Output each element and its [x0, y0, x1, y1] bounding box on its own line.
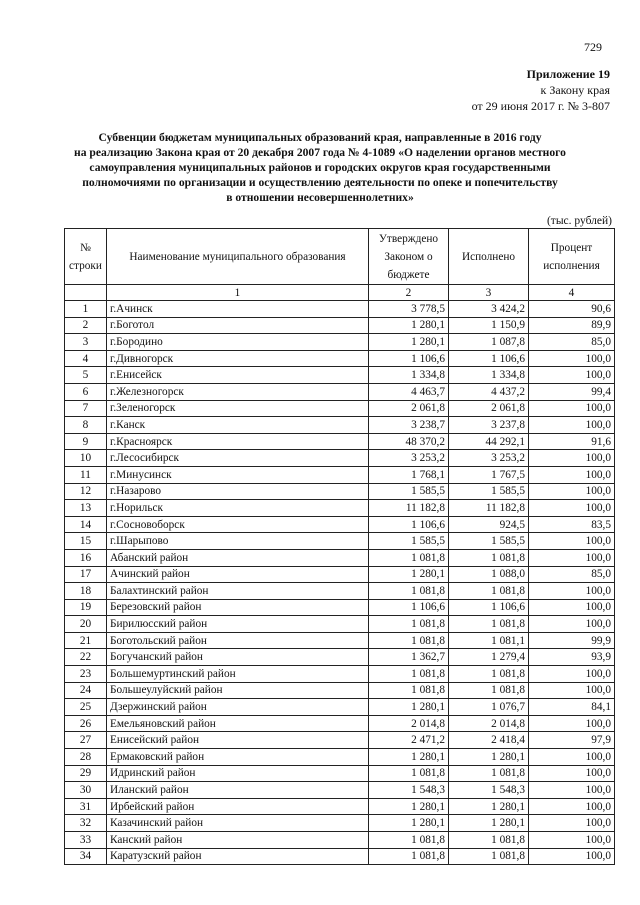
approved-cell: 1 081,8: [369, 765, 449, 782]
municipality-cell: Канский район: [107, 832, 369, 849]
executed-cell: 2 418,4: [449, 732, 529, 749]
percent-cell: 97,9: [529, 732, 615, 749]
executed-cell: 2 061,8: [449, 400, 529, 417]
row-number-cell: 27: [65, 732, 107, 749]
approved-cell: 2 471,2: [369, 732, 449, 749]
executed-cell: 3 253,2: [449, 450, 529, 467]
municipality-cell: Идринский район: [107, 765, 369, 782]
approved-cell: 3 253,2: [369, 450, 449, 467]
executed-cell: 44 292,1: [449, 433, 529, 450]
municipality-cell: Березовский район: [107, 599, 369, 616]
percent-cell: 89,9: [529, 317, 615, 334]
table-row: [65, 632, 615, 649]
municipality-cell: г.Зеленогорск: [107, 400, 369, 417]
table-row: [65, 732, 615, 749]
municipality-cell: г.Лесосибирск: [107, 450, 369, 467]
executed-cell: 1 585,5: [449, 483, 529, 500]
executed-cell: 3 237,8: [449, 417, 529, 434]
executed-cell: 1 585,5: [449, 533, 529, 550]
municipality-cell: г.Енисейск: [107, 367, 369, 384]
row-number-cell: 32: [65, 815, 107, 832]
executed-cell: 1 548,3: [449, 782, 529, 799]
row-number-cell: 5: [65, 367, 107, 384]
row-number-cell: 24: [65, 682, 107, 699]
municipality-cell: г.Боготол: [107, 317, 369, 334]
executed-cell: 1 334,8: [449, 367, 529, 384]
table-row: [65, 483, 615, 500]
approved-cell: 1 081,8: [369, 848, 449, 865]
percent-cell: 100,0: [529, 782, 615, 799]
approved-cell: 1 768,1: [369, 466, 449, 483]
row-number-cell: 19: [65, 599, 107, 616]
row-number-cell: 10: [65, 450, 107, 467]
executed-cell: 1 076,7: [449, 699, 529, 716]
row-number-cell: 12: [65, 483, 107, 500]
approved-cell: 1 106,6: [369, 350, 449, 367]
percent-cell: 100,0: [529, 549, 615, 566]
executed-cell: 11 182,8: [449, 500, 529, 517]
row-number-cell: 33: [65, 832, 107, 849]
table-row: [65, 815, 615, 832]
table-row: [65, 782, 615, 799]
percent-cell: 100,0: [529, 765, 615, 782]
executed-cell: 1 150,9: [449, 317, 529, 334]
approved-cell: 1 280,1: [369, 749, 449, 766]
approved-cell: 11 182,8: [369, 500, 449, 517]
percent-cell: 83,5: [529, 516, 615, 533]
row-number-cell: 29: [65, 765, 107, 782]
row-number-cell: 2: [65, 317, 107, 334]
appendix-block: [472, 66, 610, 114]
percent-cell: 100,0: [529, 533, 615, 550]
percent-cell: 100,0: [529, 400, 615, 417]
table-body: [65, 301, 615, 865]
approved-cell: 1 081,8: [369, 682, 449, 699]
row-number-cell: 4: [65, 350, 107, 367]
document-title: [40, 130, 600, 205]
header-percent: Процент исполнения: [529, 229, 615, 285]
approved-cell: 1 280,1: [369, 317, 449, 334]
municipality-cell: Балахтинский район: [107, 583, 369, 600]
table-row: [65, 832, 615, 849]
municipality-cell: Ирбейский район: [107, 798, 369, 815]
executed-cell: 1 081,8: [449, 666, 529, 683]
executed-cell: 1 081,8: [449, 682, 529, 699]
title-line: Субвенции бюджетам муниципальных образований края, направленные в 2016 году: [98, 131, 542, 144]
municipality-cell: Большеулуйский район: [107, 682, 369, 699]
row-number-cell: 34: [65, 848, 107, 865]
municipality-cell: Иланский район: [107, 782, 369, 799]
percent-cell: 100,0: [529, 350, 615, 367]
row-number-cell: 7: [65, 400, 107, 417]
approved-cell: 1 081,8: [369, 666, 449, 683]
approved-cell: 1 081,8: [369, 616, 449, 633]
row-number-cell: 11: [65, 466, 107, 483]
table-index-row: [65, 285, 615, 301]
percent-cell: 91,6: [529, 433, 615, 450]
table-row: [65, 798, 615, 815]
row-number-cell: 3: [65, 334, 107, 351]
municipality-cell: Абанский район: [107, 549, 369, 566]
table-row: [65, 583, 615, 600]
municipality-cell: г.Шарыпово: [107, 533, 369, 550]
approved-cell: 1 362,7: [369, 649, 449, 666]
executed-cell: 1 106,6: [449, 599, 529, 616]
approved-cell: 3 778,5: [369, 301, 449, 318]
table-row: [65, 466, 615, 483]
executed-cell: 1 081,8: [449, 549, 529, 566]
approved-cell: 1 280,1: [369, 815, 449, 832]
percent-cell: 85,0: [529, 566, 615, 583]
approved-cell: 1 081,8: [369, 632, 449, 649]
municipality-cell: Большемуртинский район: [107, 666, 369, 683]
table-row: [65, 848, 615, 865]
table-row: [65, 666, 615, 683]
row-number-cell: 22: [65, 649, 107, 666]
executed-cell: 1 081,8: [449, 832, 529, 849]
municipality-cell: Дзержинский район: [107, 699, 369, 716]
percent-cell: 100,0: [529, 483, 615, 500]
percent-cell: 85,0: [529, 334, 615, 351]
approved-cell: 2 014,8: [369, 715, 449, 732]
appendix-line-1: к Закону края: [540, 83, 610, 97]
row-number-cell: 13: [65, 500, 107, 517]
executed-cell: 1 088,0: [449, 566, 529, 583]
header-executed: Исполнено: [449, 229, 529, 285]
municipality-cell: Ермаковский район: [107, 749, 369, 766]
approved-cell: 1 280,1: [369, 798, 449, 815]
municipality-cell: Боготольский район: [107, 632, 369, 649]
percent-cell: 100,0: [529, 815, 615, 832]
row-number-cell: 31: [65, 798, 107, 815]
row-number-cell: 15: [65, 533, 107, 550]
percent-cell: 100,0: [529, 715, 615, 732]
table-row: [65, 400, 615, 417]
row-number-cell: 18: [65, 583, 107, 600]
index-cell: 2: [369, 285, 449, 301]
table-row: [65, 433, 615, 450]
row-number-cell: 21: [65, 632, 107, 649]
percent-cell: 100,0: [529, 616, 615, 633]
table-row: [65, 765, 615, 782]
approved-cell: 2 061,8: [369, 400, 449, 417]
row-number-cell: 20: [65, 616, 107, 633]
approved-cell: 1 106,6: [369, 599, 449, 616]
municipality-cell: г.Минусинск: [107, 466, 369, 483]
executed-cell: 1 087,8: [449, 334, 529, 351]
municipality-cell: г.Канск: [107, 417, 369, 434]
executed-cell: 1 081,8: [449, 848, 529, 865]
percent-cell: 100,0: [529, 417, 615, 434]
municipality-cell: Ачинский район: [107, 566, 369, 583]
table-row: [65, 383, 615, 400]
municipality-cell: г.Норильск: [107, 500, 369, 517]
header-row-number: № строки: [65, 229, 107, 285]
executed-cell: 1 280,1: [449, 815, 529, 832]
approved-cell: 1 280,1: [369, 334, 449, 351]
percent-cell: 99,9: [529, 632, 615, 649]
executed-cell: 3 424,2: [449, 301, 529, 318]
municipality-cell: г.Бородино: [107, 334, 369, 351]
municipality-cell: Богучанский район: [107, 649, 369, 666]
approved-cell: 48 370,2: [369, 433, 449, 450]
table-row: [65, 699, 615, 716]
title-line: самоуправления муниципальных районов и городских округов края государственными: [89, 161, 551, 174]
percent-cell: 100,0: [529, 450, 615, 467]
percent-cell: 100,0: [529, 599, 615, 616]
percent-cell: 100,0: [529, 466, 615, 483]
row-number-cell: 25: [65, 699, 107, 716]
municipality-cell: г.Дивногорск: [107, 350, 369, 367]
table-row: [65, 500, 615, 517]
appendix-line-2: от 29 июня 2017 г. № 3-807: [471, 99, 610, 113]
row-number-cell: 1: [65, 301, 107, 318]
approved-cell: 1 585,5: [369, 483, 449, 500]
table-row: [65, 417, 615, 434]
municipality-cell: г.Назарово: [107, 483, 369, 500]
index-cell: 4: [529, 285, 615, 301]
executed-cell: 1 081,1: [449, 632, 529, 649]
municipality-cell: Каратузский район: [107, 848, 369, 865]
row-number-cell: 6: [65, 383, 107, 400]
executed-cell: 1 081,8: [449, 583, 529, 600]
row-number-cell: 17: [65, 566, 107, 583]
executed-cell: 1 279,4: [449, 649, 529, 666]
executed-cell: 1 280,1: [449, 749, 529, 766]
municipality-cell: г.Сосновоборск: [107, 516, 369, 533]
row-number-cell: 14: [65, 516, 107, 533]
approved-cell: 1 081,8: [369, 549, 449, 566]
percent-cell: 100,0: [529, 749, 615, 766]
municipality-cell: г.Красноярск: [107, 433, 369, 450]
title-line: полномочиями по организации и осуществлению деятельности по опеке и попечительству: [82, 176, 558, 189]
table-row: [65, 317, 615, 334]
executed-cell: 2 014,8: [449, 715, 529, 732]
executed-cell: 924,5: [449, 516, 529, 533]
percent-cell: 100,0: [529, 848, 615, 865]
index-cell: [65, 285, 107, 301]
appendix-title: Приложение 19: [526, 67, 610, 81]
approved-cell: 3 238,7: [369, 417, 449, 434]
row-number-cell: 8: [65, 417, 107, 434]
page-number: 729: [584, 40, 602, 54]
percent-cell: 90,6: [529, 301, 615, 318]
table-row: [65, 350, 615, 367]
units-label: (тыс. рублей): [546, 215, 612, 227]
approved-cell: 1 280,1: [369, 566, 449, 583]
row-number-cell: 26: [65, 715, 107, 732]
municipality-cell: Енисейский район: [107, 732, 369, 749]
executed-cell: 4 437,2: [449, 383, 529, 400]
municipality-cell: Бирилюсский район: [107, 616, 369, 633]
percent-cell: 100,0: [529, 583, 615, 600]
table-row: [65, 616, 615, 633]
table-header-row: [65, 229, 615, 285]
executed-cell: 1 280,1: [449, 798, 529, 815]
municipality-cell: Емельяновский район: [107, 715, 369, 732]
percent-cell: 99,4: [529, 383, 615, 400]
approved-cell: 1 081,8: [369, 832, 449, 849]
percent-cell: 93,9: [529, 649, 615, 666]
table-row: [65, 749, 615, 766]
executed-cell: 1 081,8: [449, 765, 529, 782]
table-row: [65, 649, 615, 666]
approved-cell: 1 334,8: [369, 367, 449, 384]
title-line: на реализацию Закона края от 20 декабря 2007 года № 4-1089 «О наделении органов местного: [74, 146, 566, 159]
percent-cell: 100,0: [529, 500, 615, 517]
row-number-cell: 9: [65, 433, 107, 450]
table-row: [65, 549, 615, 566]
approved-cell: 1 548,3: [369, 782, 449, 799]
municipality-cell: г.Ачинск: [107, 301, 369, 318]
table-row: [65, 367, 615, 384]
percent-cell: 84,1: [529, 699, 615, 716]
percent-cell: 100,0: [529, 832, 615, 849]
executed-cell: 1 106,6: [449, 350, 529, 367]
percent-cell: 100,0: [529, 682, 615, 699]
percent-cell: 100,0: [529, 666, 615, 683]
header-municipality: Наименование муниципального образования: [107, 229, 369, 285]
table-row: [65, 566, 615, 583]
header-approved: Утверждено Законом о бюджете: [369, 229, 449, 285]
executed-cell: 1 767,5: [449, 466, 529, 483]
table-row: [65, 715, 615, 732]
row-number-cell: 28: [65, 749, 107, 766]
executed-cell: 1 081,8: [449, 616, 529, 633]
approved-cell: 1 081,8: [369, 583, 449, 600]
subsidy-table: [64, 228, 615, 865]
index-cell: 3: [449, 285, 529, 301]
approved-cell: 1 106,6: [369, 516, 449, 533]
table-row: [65, 682, 615, 699]
row-number-cell: 16: [65, 549, 107, 566]
approved-cell: 4 463,7: [369, 383, 449, 400]
approved-cell: 1 280,1: [369, 699, 449, 716]
title-line: в отношении несовершеннолетних»: [226, 191, 414, 204]
municipality-cell: Казачинский район: [107, 815, 369, 832]
table-row: [65, 533, 615, 550]
percent-cell: 100,0: [529, 367, 615, 384]
table-row: [65, 334, 615, 351]
table-row: [65, 450, 615, 467]
table-row: [65, 516, 615, 533]
row-number-cell: 30: [65, 782, 107, 799]
municipality-cell: г.Железногорск: [107, 383, 369, 400]
table-row: [65, 599, 615, 616]
percent-cell: 100,0: [529, 798, 615, 815]
index-cell: 1: [107, 285, 369, 301]
approved-cell: 1 585,5: [369, 533, 449, 550]
table-row: [65, 301, 615, 318]
row-number-cell: 23: [65, 666, 107, 683]
